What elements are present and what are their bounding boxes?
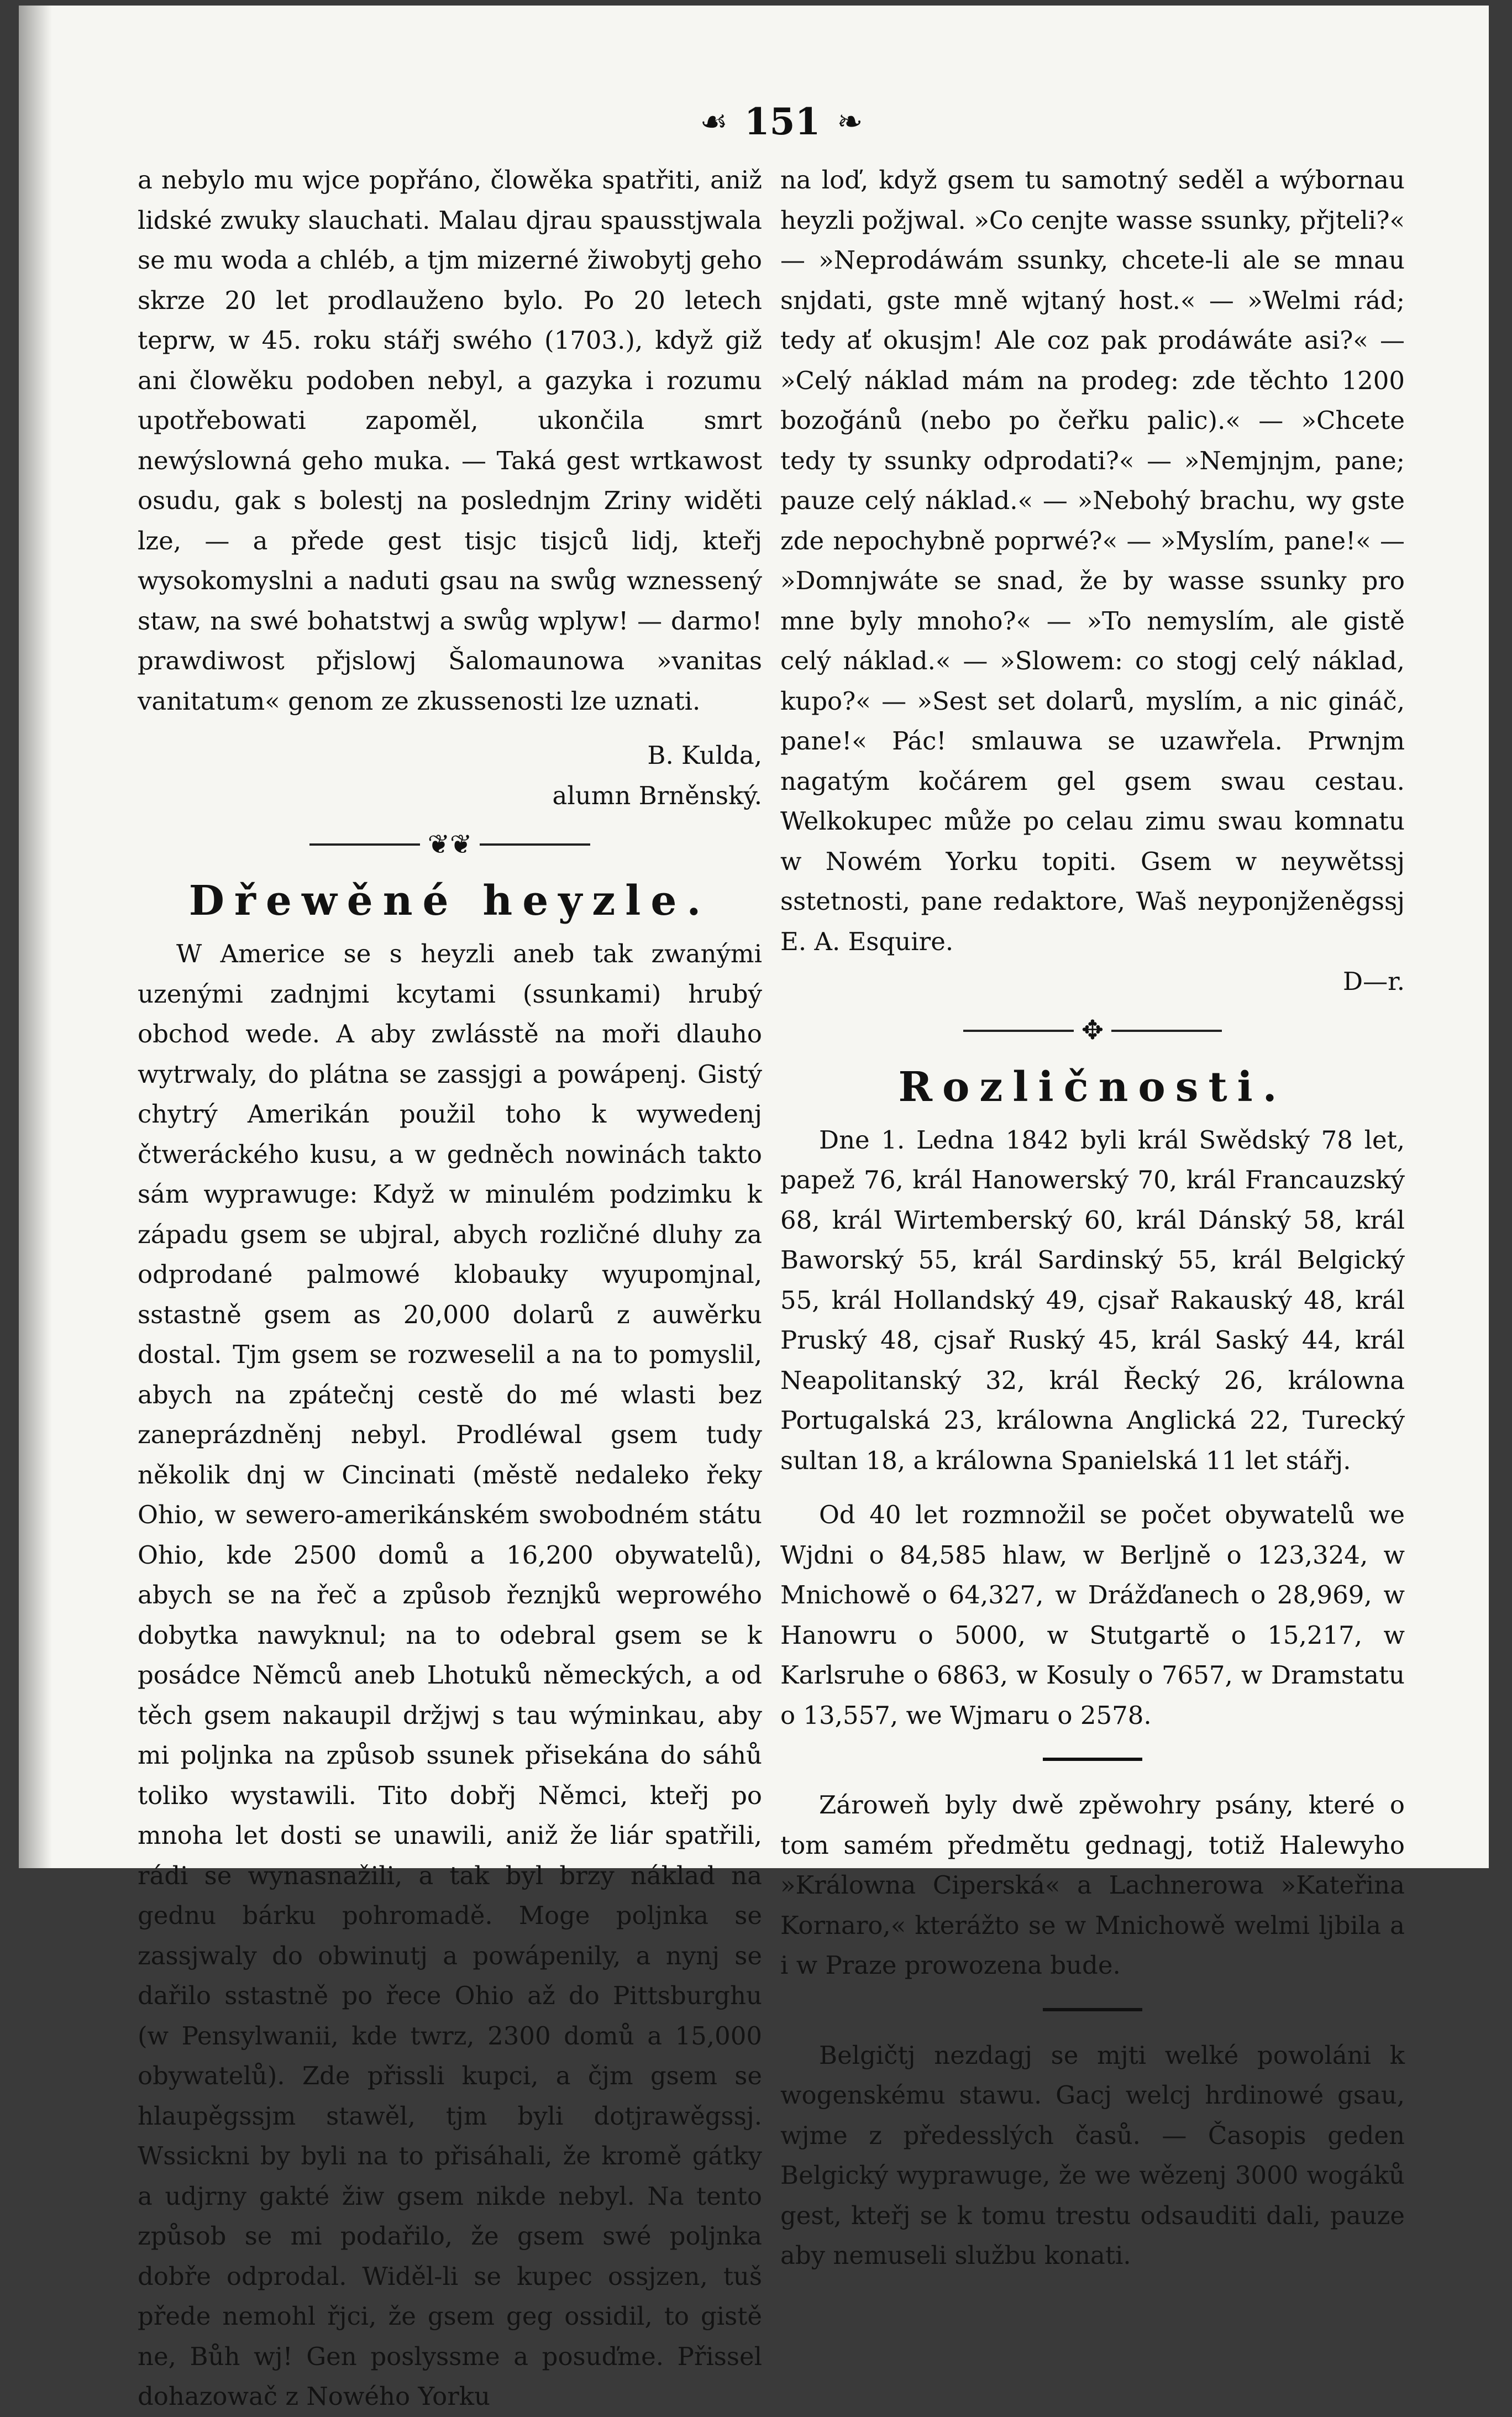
ornament-knot-icon: ❦❦: [427, 829, 473, 860]
news-item-operas: Zároweň byly dwě zpěwohry psány, které o tom samém předmětu gednagj, totiž Halewyho »Králowna Ciperská« a Lachnerowa »Kateřina Kornaro,« kterážto se w Mnichowě welmi ljbila a i w Praze prowozena bude.: [780, 1790, 1405, 1980]
left-column: [138, 160, 762, 2417]
page-number: 151: [744, 100, 821, 143]
article-body: W Americe se s heyzli aneb tak zwanými uzenými zadnjmi kcytami (ssunkami) hrubý obchod wede. A aby zwlásstě na moři dlauho wytrwaly, do plátna se zassjgi a powápenj. Gistý chytrý Amerikán použil toho k wywedenj čtweráckého kusu, a w gedněch nowinách takto sám wyprawuge: Když w minulém podzimku k západu gsem se ubjral, abych rozličné dluhy za odprodané palmowé klobauky wyupomjnal, sstastně gsem as 20,000 dolarů z auwěrku dostal. Tjm gsem se rozweselil a na to pomyslil, abych na zpátečnj cestě do mé wlasti bez zaneprázdněnj nebyl. Prodléwal gsem tudy několik dnj w Cincinati (městě nedaleko řeky Ohio, w sewero-amerikánském swobodném státu Ohio, kde 2500 domů a 16,200 obywatelů), abych se na řeč a způsob řeznjků weprowého dobytka nawyknul; na to odebral gsem se k posádce Němců aneb Lhotuků německých, a od těch gsem nakaupil držjwj s tau wýminkau, aby mi poljnka na způsob ssunek přisekána do sáhů toliko wystawili. Tito dobřj Němci, kteřj po mnoha let dosti se unawili, aniž že liár spatřili, rádi se wynasnažili, a tak byl brzy náklad na gednu bárku pohromadě. Moge poljnka se zassjwaly do obwinutj a powápenily, a nynj se dařilo sstastně po řece Ohio až do Pittsburghu (w Pensylwanii, kde twrz, 2300 domů a 15,000 obywatelů). Zde přissli kupci, a čjm gsem se hlaupěgssjm stawěl, tjm byli dotjrawěgssj. Wssickni by byli na to přisáhali, že kromě gátky a udjrny gakté žiw gsem nikde nebyl. Na tento způsob se mi podařilo, že gsem swé poljnka dobře odprodal. Widěl-li se kupec ossjzen, tuš přede nemohl řjci, že gsem geg ossidil, to gistě ne, Bůh wj! Gen poslyssme a posuďme. Přissel dohazowač z Nowého Yorku: [138, 939, 762, 2411]
article-title: Dřewěné heyzle.: [188, 877, 711, 925]
right-column: [780, 160, 1405, 2276]
item-separator-rule: [1043, 1758, 1142, 1761]
right-continuation-text: na loď, když gsem tu samotný seděl a wýbornau heyzli požjwal. »Co cenjte wasse ssunky, přjteli?« — »Neprodáwám ssunky, chcete-li ale se mnau snjdati, gste mně wjtaný host.« — »Welmi rád; tedy ať okusjm! Ale coz pak prodáwáte asi?« — »Celý náklad mám na prodeg: zde těchto 1200 bozoğánů (nebo po čeřku palic).« — »Chcete tedy ty ssunky odprodati?« — »Nemjnjm, pane; pauze celý náklad.« — »Nebohý brachu, wy gste zde nepochybně poprwé?« — »Myslím, pane!« — »Domnjwáte se snad, že by wasse ssunky pro mne byly mnoho?« — »To nemyslím, ale gistě celý náklad.« — »Slowem: co stogj celý náklad, kupo?« — »Sest set dolarů, myslím, a nic gináč, pane!« Pác! smlauwa se uzawřela. Prwnjm nagatým kočárem gel gsem swau cestau. Welkokupec může po celau zimu swau komnatu w Nowém Yorku topiti. Gsem w neywětssj sstetnosti, pane redaktore, Waš neyponjženěgssj E. A. Esquire.: [780, 165, 1405, 956]
right-fleuron-icon: ❧: [837, 103, 863, 140]
author-signature: B. Kulda,: [647, 741, 762, 770]
right-divider-ornament: [780, 1009, 1405, 1053]
section-title: Rozličnosti.: [898, 1063, 1287, 1111]
news-item-population: Od 40 let rozmnožil se počet obywatelů we Wjdni o 84,585 hlaw, w Berljně o 123,324, w Mnichowě o 64,327, w Drážďanech o 28,969, w Hanowru o 5000, w Stutgartě o 15,217, w Karlsruhe o 6863, w Kosuly o 7657, w Dramstatu o 13,557, we Wjmaru o 2578.: [780, 1500, 1405, 1730]
letter-signature: D—r.: [1343, 967, 1405, 996]
left-continuation-text: a nebylo mu wjce popřáno, člowěka spatřiti, aniž lidské zwuky slauchati. Malau djrau spausstjwala se mu woda a chléb, a tjm mizerné žiwobytj geho skrze 20 let prodlauženo bylo. Po 20 letech teprw, w 45. roku stářj swého (1703.), když giž ani člowěku podoben nebyl, a gazyka i rozumu upotřebowati zapoměl, ukončila smrt newýslowná geho muka. — Taká gest wrtkawost osudu, gak s bolestj na poslednjm Zriny widěti lze, — a přede gest tisjc tisjců lidj, kteřj wysokomyslni a naduti gsau na swůg wznessený staw, na swé bohatstwj a swůg wplyw! — darmo! prawdiwost přjslowj Šalomaunowa »vanitas vanitatum« genom ze zkussenosti lze uznati.: [138, 165, 762, 716]
page-header: [665, 97, 897, 146]
newspaper-page: [19, 6, 1489, 2411]
author-title: alumn Brněnský.: [552, 780, 762, 810]
news-item-belgians: Belgičtj nezdagj se mjti welké powoláni k wogenskému stawu. Gacj welcj hrdinowé gsau, wjme z předesslých časů. — Časopis geden Belgický wyprawuge, že we wězenj 3000 wogáků gest, kteřj se k tomu trestu odsauditi dali, pauze aby nemuseli službu konati.: [780, 2040, 1405, 2270]
item-separator-rule: [1043, 2008, 1142, 2011]
left-fleuron-icon: ☙: [700, 103, 728, 140]
section-divider-ornament: [138, 822, 762, 867]
ornament-knot-icon: ✥: [1081, 1015, 1104, 1046]
page-edge-shadow: [19, 6, 52, 1868]
news-item-kings-ages: Dne 1. Ledna 1842 byli král Swědský 78 let, papež 76, král Hanowerský 70, král Francauzský 68, král Wirtemberský 60, král Dánský 58, král Baworský 55, král Sardinský 55, král Belgický 55, král Hollandský 49, cjsař Rakauský 48, král Pruský 48, cjsař Ruský 45, král Saský 44, král Neapolitanský 32, král Řecký 26, králowna Portugalská 23, králowna Anglická 22, Turecký sultan 18, a králowna Spanielská 11 let stářj.: [780, 1125, 1405, 1475]
